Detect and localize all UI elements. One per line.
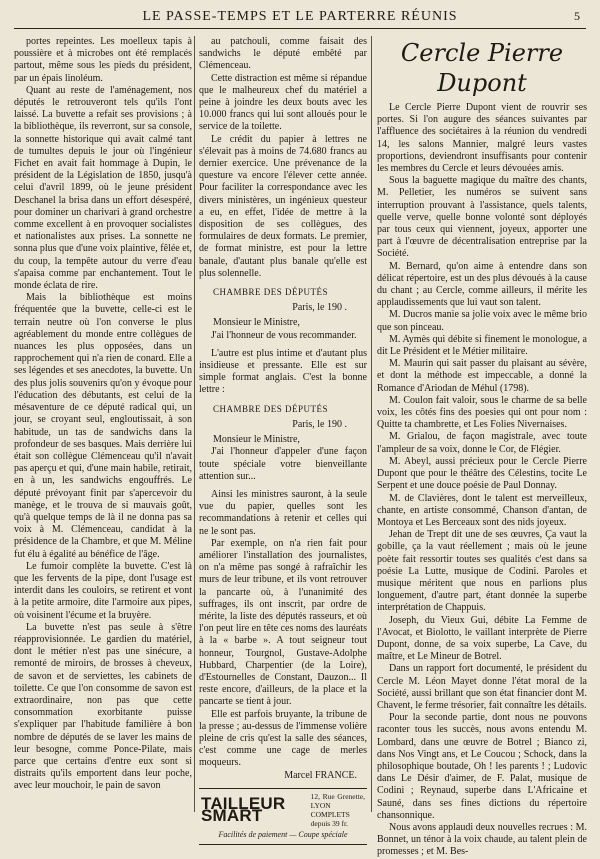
article-paragraph: M. Ducros manie sa jolie voix avec le même brio que son pinceau. bbox=[377, 309, 587, 333]
article-paragraph: Quant au reste de l'aménagement, nos députés le retrouveront tels qu'ils l'ont laissé. La buvette a refait ses provisions ; à la bibliothèque, ils reverront, sur sa console, la sonnette historique qui avait calmé tant de tumultes depuis le jour où l'ingénieur Fichet en avait fait hommage à Dupin, le président de la Législation de 1850, jusqu'à celui d'avril 1899, où le jeune président Deschanel la brisa dans un effort désespéré, pour dominer un charivari à grand orchestre comme excellent à en provoquer socialistes et nationalistes aux prises. La sonnette ne sonna plus que d'une voix plaintive, fêlée et, du coup, la tempête autour du verre d'eau s'apaisa comme par enchantement. Tout le monde éclata de rire. bbox=[14, 84, 192, 292]
article-paragraph: L'autre est plus intime et d'autant plus insidieuse et pressante. Elle est sur simple format anglais. C'est la bonne lettre : bbox=[199, 347, 367, 396]
ad-address: 12, Rue Grenette, LYON bbox=[310, 791, 365, 810]
page-header bbox=[14, 6, 586, 29]
letter-salutation: Monsieur le Ministre, bbox=[213, 434, 300, 446]
article-paragraph: M. Coulon fait valoir, sous le charme de sa belle voix, les côtés fins des poesies qui ont pour nom : Quitte ta chambrette, et Les Folies Nivernaises. bbox=[377, 394, 587, 431]
letterhead: CHAMBRE DES DÉPUTÉS bbox=[213, 403, 329, 414]
letter-template-formal bbox=[199, 286, 367, 342]
article-column-middle bbox=[199, 36, 367, 845]
article-paragraph: Pour la seconde partie, dont nous ne pouvons raconter tous les succès, nous avons entendu M. Lombard, dans une œuvre de Botrel ; Bianco zi, dans Nos Vingt ans, et Le Coucou ; Schock, dans la philosophique boutade, Oh ! les parents ! ; Ludovic dans Le Désir d'aimer, de F. Palat, musique de Codini ; Reynaud, superbe dans L'Africaine et Sauné, dans ses fines dictions du répertoire chansonnique. bbox=[377, 712, 587, 821]
section-title: Cercle Pierre Dupont bbox=[400, 39, 564, 97]
ad-info bbox=[311, 792, 365, 828]
letter-body: J'ai l'honneur d'appeler d'une façon toute spéciale votre bienveillante attention sur... bbox=[199, 446, 367, 482]
article-paragraph: M. Bernard, qu'on aime à entendre dans son délicat répertoire, est un des plus dévoués à la cause du chant ; au Cercle, comme ailleurs, il mérite les applaudissements que lui vaut son talent. bbox=[377, 260, 587, 309]
article-paragraph: Joseph, du Vieux Gui, débite La Femme de l'Avocat, et Biolotto, le vaillant interprète de Pierre Dupont, donne, de sa voix superbe, La Cave, du maître, et Le Mineur de Botrel. bbox=[377, 614, 587, 663]
article-column-right bbox=[377, 36, 587, 859]
article-paragraph: La buvette n'est pas seule à s'être réapprovisionnée. Le gardien du matériel, dont le métier n'est pas une sinécure, a remonté de miroirs, de brosses à cheveux, de savon et de serviettes, les cabinets de toilette. Ce que l'on consomme de savon est extraordinaire, non pas que cette consommation exorbitante puisse s'expliquer par l'habitude familière à bon nombre de députés de se laver les mains de leur besogne, comme Ponce-Pilate, mais parce que certains d'entre eux sont si distraits qu'ils emportent dans leur poche, avec leur mouchoir, le pain de savon bbox=[14, 621, 192, 792]
publication-title: LE PASSE-TEMPS ET LE PARTERRE RÉUNIS bbox=[142, 9, 458, 24]
letter-salutation: Monsieur le Ministre, bbox=[213, 317, 300, 329]
article-paragraph: Par exemple, on n'a rien fait pour améliorer l'installation des journalistes, on n'a même pas songé à rafraîchir les murs de leur tribune, et ils vont retrouver la pancarte où, à l'unanimité des suffrages, ils ont inscrit, par ordre de mérite, la liste des députés rasseurs, et où l'on peut lire en tête ces noms des lauréats à la « barbe ». A tout seigneur tout honneur, Tourgnol, Gustave-Adolphe Hubbard, Charpentier (de la Loire), d'Estournelles de Constant, Dauzon... Il reste encore, d'ailleurs, de la place et la pancarte se tient à jour. bbox=[199, 537, 367, 708]
letterhead: CHAMBRE DES DÉPUTÉS bbox=[213, 287, 329, 298]
ad-offer: COMPLETS depuis 39 fr. bbox=[310, 809, 350, 828]
column-divider bbox=[371, 36, 372, 812]
article-paragraph: M. Abeyl, aussi précieux pour le Cercle Pierre Dupont que pour le théâtre des Célestins, tocite Le Serpent et une douce poésie de Paul Donnay. bbox=[377, 455, 587, 492]
ad-terms: Facilités de paiement — Coupe spéciale bbox=[218, 829, 348, 839]
article-paragraph: Le crédit du papier à lettres ne s'élevait pas à moins de 74.680 francs au dernier exercice. Une prévenance de la questure va encore l'élever cette année. Pour faciliter la correspondance avec les divers ministères, un ingénieux questeur a eu, en effet, l'idée de mettre à la disposition de ses collègues, des formulaires de deux formats. Le premier, de format ministre, est pour la lettre banale, d'autant plus banale qu'elle est plus solennelle. bbox=[199, 133, 367, 279]
article-paragraph: Sous la baguette magique du maître des chants, M. Pelletier, les numéros se suivent sans interruption prouvant à l'assistance, quels talents, quelle verve, quelle bonne volonté sont déployés par tous ceux qui viennent, joyeux, apporter une part à l'œuvre de décentralisation entreprise par la Société. bbox=[377, 175, 587, 260]
article-paragraph: Le fumoir complète la buvette. C'est là que les fervents de la pipe, dont l'usage est interdit dans les couloirs, se retirent et vont à la petite armoire, dite l'armoire aux pipes, où voisinent l'écume et la bruyère. bbox=[14, 560, 192, 621]
article-paragraph: Le Cercle Pierre Dupont vient de rouvrir ses portes. Si l'on augure des séances suivantes par l'affluence des sociétaires à la réunion du vendredi 14, les salons Mannier, malgré leurs vastes proportions, deviendront insuffisants pour contenir les membres du Cercle et leurs dévouées amis. bbox=[377, 102, 587, 175]
page-number: 5 bbox=[574, 9, 580, 23]
article-paragraph: Cette distraction est même si répandue que le malheureux chef du matériel a peine à joindre les deux bouts avec les 10.000 francs qui lui sont alloués pour le service de la toilette. bbox=[199, 72, 367, 133]
article-paragraph: portes repeintes. Les moelleux tapis à poussière et à microbes ont été remplacés partout, même sous les pieds du président, par un épais linoléum. bbox=[14, 36, 192, 84]
author-signature: Marcel FRANCE. bbox=[284, 769, 357, 781]
article-paragraph: Mais la bibliothèque est moins fréquentée que la buvette, celle-ci est le terrain neutre où l'on converse le plus agréablement du monde entre collègues de nuances les plus opposées, dans un rapprochement qui n'a rien de conard. Elle a ses légendes et ses anecdotes, la buvette. Un des plus jolis souvenirs qu'on y évoque pour l'éducation des débutants, est celui de la mésaventure de ce député radical qui, un jour, se croyant seul, engloutissait, à son habitude, un tas de sandwichs dans la profondeur de ses basques. Mais derrière lui était son collègue Clémenceau qu'il n'avait pas aperçu et qui, d'une main habile, retirait, en à un, les sandwichs engouffrés. Le député prévoyant finit par s'apercevoir du manège, et le trouva de si mauvais goût, qu'à quelque temps de là il ne donna pas sa voix à M. Clémenceau, candidat à la présidence de la Chambre, et que M. Méline fut élu à égalité au bénéfice de l'âge. bbox=[14, 292, 192, 560]
article-paragraph: M. Grialou, de façon magistrale, avec toute l'ampleur de sa voix, donne le Cor, de Flégier. bbox=[377, 431, 587, 455]
article-column-left bbox=[14, 36, 192, 793]
article-paragraph: M. Aymès qui débite si finement le monologue, a dit Le Président et le Métier militaire. bbox=[377, 333, 587, 358]
article-paragraph: M. de Clavières, dont le talent est merveilleux, chante, en artiste consommé, Chanson d'antan, de Montoya et Les Berceaux sont des nids joyeux. bbox=[377, 492, 587, 528]
letter-template-intimate bbox=[199, 403, 367, 483]
column-divider bbox=[194, 36, 195, 812]
letter-body: J'ai l'honneur de vous recommander. bbox=[211, 329, 357, 341]
letter-date-line: Paris, le 190 . bbox=[292, 302, 347, 314]
tailor-advertisement bbox=[199, 788, 367, 845]
letter-date-line: Paris, le 190 . bbox=[292, 418, 347, 430]
article-paragraph: M. Maurin qui sait passer du plaisant au sévère, et dont la méthode est impeccable, a donné la Romance d'Ariodan de Méhul (1798). bbox=[377, 358, 587, 394]
ad-brand: TAILLEUR SMART bbox=[201, 793, 286, 825]
article-paragraph: Elle est parfois bruyante, la tribune de la presse ; au-dessus de l'immense volière pleine de cris qu'est la salle des séances, c'est comme une cage de merles moqueurs. bbox=[199, 708, 367, 769]
article-paragraph: au patchouli, comme faisait des sandwichs le député embêté par Clémenceau. bbox=[199, 36, 367, 72]
article-paragraph: Nous avons applaudi deux nouvelles recrues : M. Bonnet, un ténor à la voix chaude, au talent plein de promesses ; et M. Bes- bbox=[377, 821, 587, 858]
article-paragraph: Jehan de Trept dit une de ses œuvres, Ça vaut la gobille, ça la vaut réellement ; mais où le jeune poète fait ressortir toutes ses qualités c'est dans sa poésie La Lutte, musique de Codini. Paroles et musique méritent que nous en parlions plus longuement, d'autre part, étant donnée la superbe interprétation de Chappuis. bbox=[377, 529, 587, 614]
article-paragraph: Dans un rapport fort documenté, le président du Cercle M. Léon Mayet donne l'état moral de la Société, aussi brillant que son état financier dont M. Chavent, le ferme trésorier, fait connaître les détails. bbox=[377, 663, 587, 711]
article-paragraph: Ainsi les ministres sauront, à la seule vue du papier, quelles sont les recommandations à retenir et celles qui ne le sont pas. bbox=[199, 488, 367, 537]
